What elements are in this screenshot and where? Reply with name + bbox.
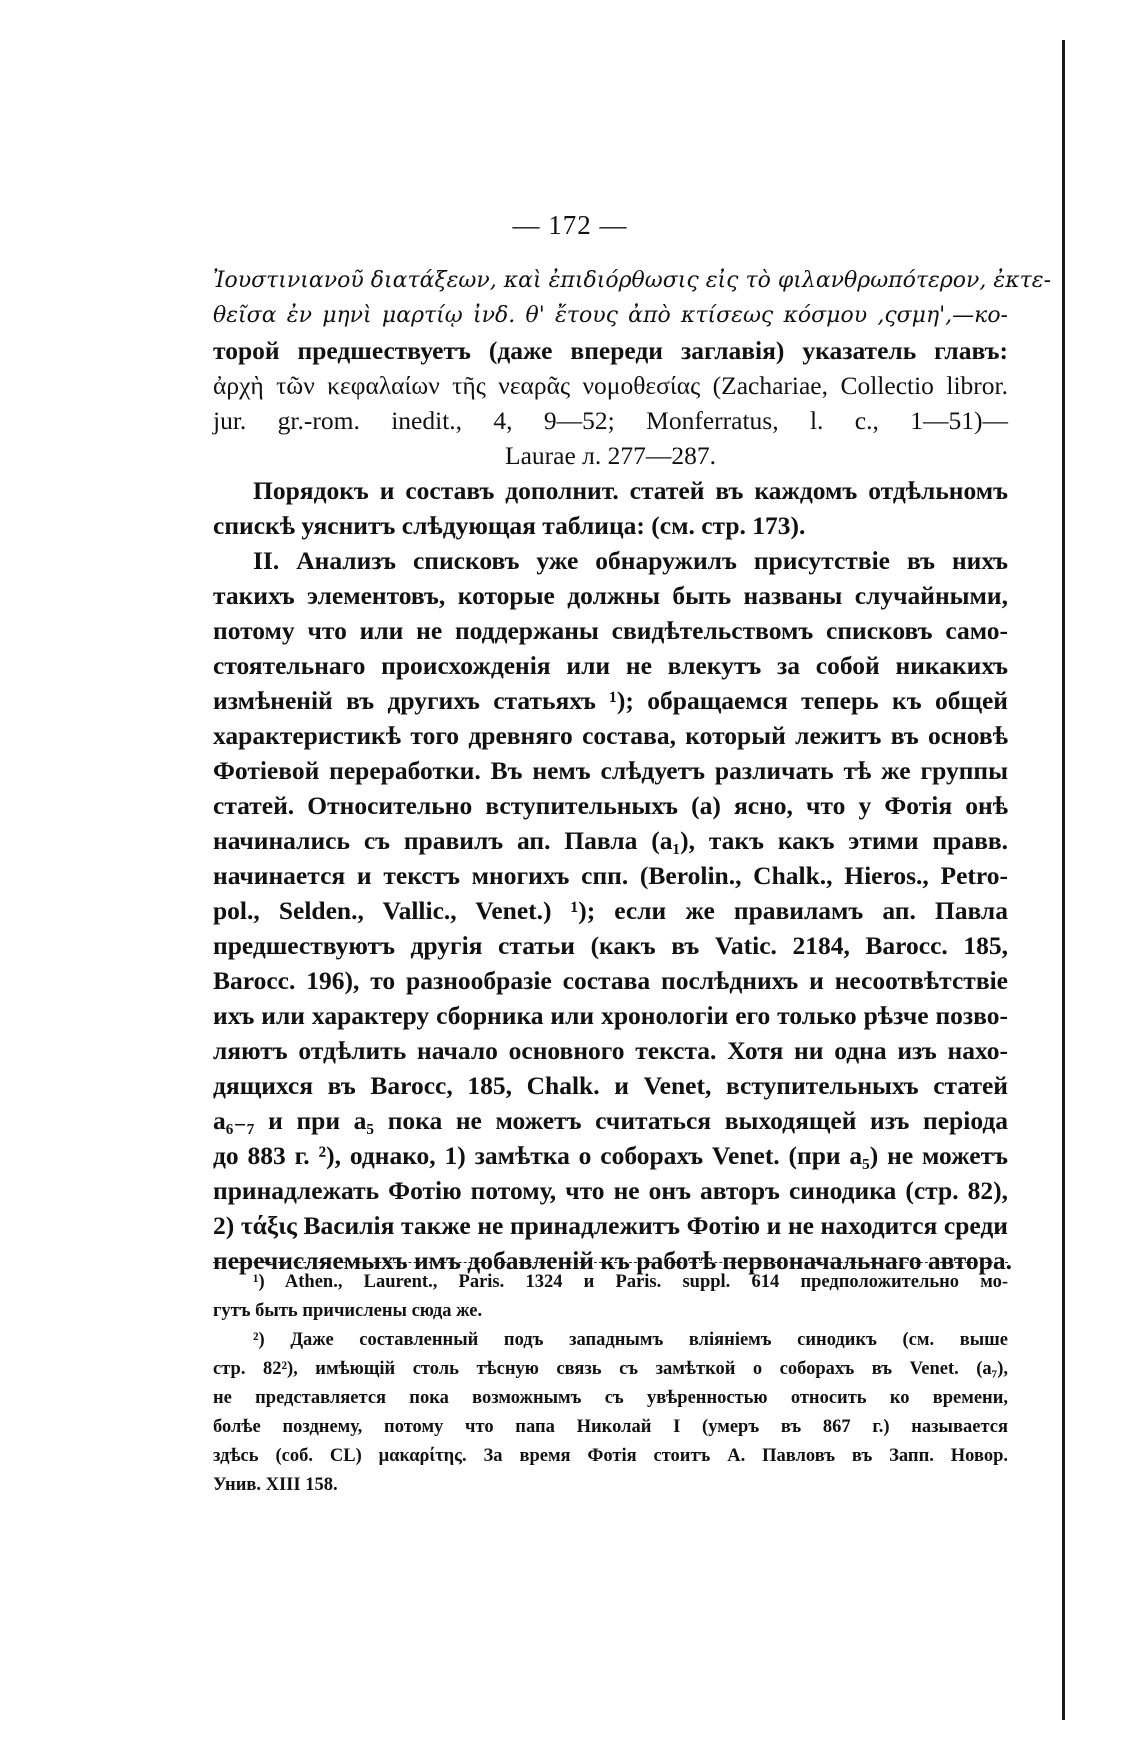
page-edge-line [1062,40,1065,1720]
footnote-line: не представляется пока возможнымъ съ увѣренностью относить ко времени, [213,1388,1008,1408]
text-line: статей. Относительно вступительныхъ (a) ясно, что у Фотія онѣ [213,791,1008,820]
text-line: Ἰουστινιανοῦ διατάξεων, καὶ ἐπιδιόρθωσις εἰς τὸ φιλανθρωπότερον, ἐκτε- [213,268,1052,293]
text-line: ἀρχὴ τῶν κεφαλαίων τῆς νεαρᾶς νομοθεσίας (Zachariae, Collectio libror. [213,371,1008,400]
text-line: начинались съ правилъ ап. Павла (a₁), такъ какъ этими правв. [213,826,1008,855]
footnote-line: ¹) Athen., Laurent., Paris. 1324 и Paris. suppl. 614 предположительно мо- [253,1272,1008,1292]
text-line: дящихся въ Barocc, 185, Chalk. и Venet, вступительныхъ статей [213,1071,1008,1100]
text-line: pol., Selden., Vallic., Venet.) ¹); если же правиламъ ап. Павла [213,896,1008,925]
text-line: перечисляемыхъ имъ добавленій къ работѣ первоначальнаго автора. [213,1246,1012,1275]
text-line: jur. gr.-rom. inedit., 4, 9—52; Monferratus, l. c., 1—51)— [213,406,1008,435]
footnote-line: здѣсь (соб. CL) μακαρίτης. За время Фотія стоитъ А. Павловъ въ Запп. Новор. [213,1446,1008,1466]
footnote-line: Унив. XIII 158. [213,1475,338,1495]
text-line: a₆₋₇ и при a₅ пока не можетъ считаться выходящей изъ періода [213,1106,1008,1135]
text-line: ляютъ отдѣлить начало основного текста. Хотя ни одна изъ нахо- [213,1036,1008,1065]
text-line: Порядокъ и составъ дополнит. статей въ каждомъ отдѣльномъ [253,476,1008,505]
footnote-line: стр. 82²), имѣющій столь тѣсную связь съ замѣткой о соборахъ въ Venet. (a₇), [213,1359,1008,1379]
page-number: — 172 — [512,210,628,240]
text-line: θεῖσα ἐν μηνὶ μαρτίῳ ἰνδ. θ' ἔτους ἀπὸ κτίσεως κόσμου ,ςσμη',—ко- [213,303,1008,328]
text-line: измѣненій въ другихъ статьяхъ ¹); обращаемся теперь къ общей [213,686,1008,715]
text-line: Фотіевой переработки. Въ немъ слѣдуетъ различать тѣ же группы [213,756,1008,785]
text-line: 2) τάξις Василія также не принадлежитъ Фотію и не находится среди [213,1211,1008,1240]
text-line: предшествуютъ другія статьи (какъ въ Vatic. 2184, Barocc. 185, [213,931,1008,960]
text-line: спискѣ уяснитъ слѣдующая таблица: (см. стр. 173). [213,511,806,540]
footnote-line: ²) Даже составленный подъ западнымъ вліяніемъ синодикъ (см. выше [253,1330,1008,1350]
footnote-line: болѣе позднему, потому что папа Николай I (умеръ въ 867 г.) называется [213,1417,1008,1437]
text-line: потому что или не поддержаны свидѣтельствомъ списковъ само- [213,616,1008,645]
text-line: такихъ элементовъ, которые должны быть названы случайными, [213,581,1008,610]
text-line: II. Анализъ списковъ уже обнаружилъ присутствіе въ нихъ [253,546,1008,575]
text-line: Barocc. 196), то разнообразіе состава послѣднихъ и несоотвѣтствіе [213,966,1008,995]
text-line: Laurae л. 277—287. [505,441,716,470]
main-text [213,263,1052,1278]
text-line: стоятельнаго происхожденія или не влекутъ за собой никакихъ [213,651,1008,680]
footnote-line: гутъ быть причислены сюда же. [213,1301,483,1321]
text-line: характеристикѣ того древняго состава, который лежитъ въ основѣ [213,721,1008,750]
footnotes [213,1268,1008,1500]
text-line: принадлежать Фотію потому, что не онъ авторъ синодика (стр. 82), [213,1176,1008,1205]
text-line: торой предшествуетъ (даже впереди заглавія) указатель главъ: [213,336,1008,365]
text-line: начинается и текстъ многихъ спп. (Berolin., Chalk., Hieros., Petro- [213,861,1008,890]
footnote-divider [213,1262,1008,1264]
text-line: до 883 г. ²), однако, 1) замѣтка о соборахъ Venet. (при a₅) не можетъ [213,1141,1008,1170]
text-line: ихъ или характеру сборника или хронологіи его только рѣзче позво- [213,1001,1008,1030]
